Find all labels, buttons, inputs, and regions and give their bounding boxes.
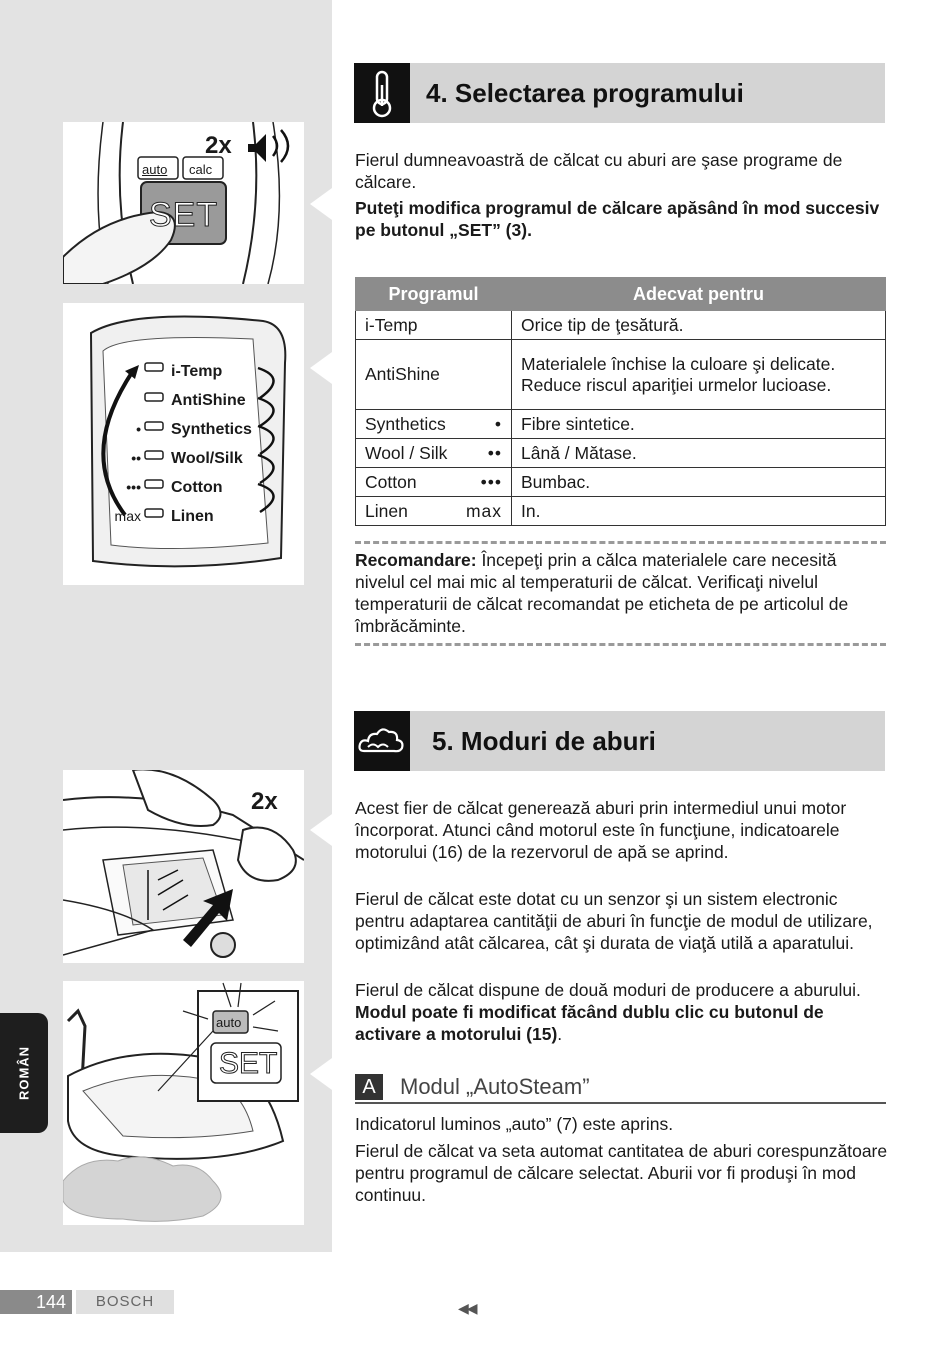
set-key-label: SET <box>149 196 219 234</box>
table-row <box>356 468 886 497</box>
program-name: Linen <box>365 500 408 521</box>
brand-label: BOSCH <box>76 1290 174 1314</box>
paragraph-end: . <box>557 1024 563 1044</box>
calc-key-label: calc <box>189 162 213 177</box>
program-cell <box>356 410 512 439</box>
description-cell: In. <box>512 497 886 526</box>
program-cell <box>356 468 512 497</box>
table-header: Adecvat pentru <box>512 278 886 311</box>
program-cell <box>356 439 512 468</box>
divider <box>355 643 886 646</box>
paragraph-text: Fierul de călcat dispune de două moduri de producere a aburului. <box>355 980 861 1000</box>
illustration-pointer <box>310 814 332 846</box>
recommendation-text: Începeţi prin a călca materialele care necesită nivelul cel mai mic al temperaturii de călcat. Verificaţi nivelul temperaturii de călcat recomandat pe eticheta de pe articolul de îmbrăcăminte. <box>355 550 849 636</box>
subsection-letter: A <box>355 1074 383 1100</box>
subsection-header <box>355 1072 886 1104</box>
back-arrows-icon: ◀◀ <box>458 1300 476 1316</box>
section-4-header <box>354 63 885 123</box>
panel-level: •• <box>131 450 141 466</box>
panel-label: AntiShine <box>171 392 246 409</box>
program-name: Cotton <box>365 471 417 492</box>
program-name: Wool / Silk <box>365 442 448 463</box>
program-level: •• <box>487 442 502 463</box>
panel-level <box>99 357 141 386</box>
language-tab <box>0 1013 48 1133</box>
panel-label: Linen <box>171 508 214 525</box>
illustration-motor-button <box>63 770 304 963</box>
iron-steam-drawing <box>63 981 304 1225</box>
panel-level: • <box>136 421 141 437</box>
paragraph-bold: Modul poate fi modificat făcând dublu clic cu butonul de activare a motorului (15) <box>355 1002 824 1044</box>
panel-label: Synthetics <box>171 421 252 438</box>
table-header: Programul <box>356 278 512 311</box>
panel-levels <box>99 357 141 531</box>
table-row <box>356 439 886 468</box>
subsection-paragraph: Fierul de călcat va seta automat cantitatea de aburi corespunzătoare pentru programul de călcare selectat. Aburii vor fi produşi în mod continuu. <box>355 1141 888 1205</box>
program-level: ••• <box>480 471 502 492</box>
description-cell: Bumbac. <box>512 468 886 497</box>
illustration-pointer <box>310 188 332 220</box>
description-cell: Lână / Mătase. <box>512 439 886 468</box>
divider <box>355 541 886 544</box>
panel-level: max <box>114 508 141 524</box>
illustration-auto-steam <box>63 981 304 1225</box>
section-4-intro: Fierul dumneavoastră de călcat cu aburi are şase programe de călcare. <box>355 150 843 192</box>
section-4-title: 4. Selectarea programului <box>426 78 744 108</box>
table-header-row <box>356 278 886 311</box>
table-row <box>356 497 886 526</box>
section-5-header <box>354 711 885 771</box>
thermometer-icon <box>354 63 410 123</box>
illustration-set-button <box>63 122 304 284</box>
section-5-title: 5. Moduri de aburi <box>432 726 656 756</box>
panel-level <box>99 386 141 415</box>
section-4-intro-bold: Puteţi modifica programul de călcare apăsând în mod succesiv pe butonul „SET” (3). <box>355 198 880 240</box>
description-cell: Orice tip de ţesătură. <box>512 311 886 340</box>
program-table <box>355 277 886 526</box>
section-5-paragraph: Acest fier de călcat generează aburi prin intermediul unui motor încorporat. Atunci când motorul este în funcţiune, indicatoarele motorului (16) de la rezervorul de apă se aprind. <box>355 798 847 862</box>
table-row <box>356 410 886 439</box>
program-name: Synthetics <box>365 413 446 434</box>
count-label: 2x <box>205 132 232 159</box>
section-5-paragraph: Fierul de călcat este dotat cu un senzor şi un sistem electronic pentru adaptarea cantităţii de aburi în funcţie de modul de utilizare, optimizând atât călcarea, cât şi durata de viaţă utilă a aparatului. <box>355 889 873 953</box>
set-key-label: SET <box>219 1047 278 1080</box>
table-row <box>356 311 886 340</box>
program-cell <box>356 497 512 526</box>
panel-labels <box>171 357 252 531</box>
auto-key-label: auto <box>216 1015 242 1030</box>
language-tab-label: ROMÂN <box>16 1045 32 1101</box>
steam-cloud-icon <box>354 711 410 771</box>
program-name: AntiShine <box>365 364 440 384</box>
program-name: i-Temp <box>365 314 418 335</box>
subsection-title: Modul „AutoSteam” <box>400 1074 590 1099</box>
auto-key-label: auto <box>142 162 168 177</box>
subsection-paragraph: Indicatorul luminos „auto” (7) este aprins. <box>355 1114 674 1134</box>
illustration-program-panel <box>63 303 304 585</box>
program-cell <box>356 340 512 410</box>
panel-label: Cotton <box>171 479 223 496</box>
panel-level: ••• <box>126 479 141 495</box>
program-cell <box>356 311 512 340</box>
panel-label: i-Temp <box>171 363 223 380</box>
page-number: 144 <box>0 1290 72 1314</box>
recommendation <box>355 549 886 637</box>
illustration-pointer <box>310 1058 332 1090</box>
count-label: 2x <box>251 788 278 815</box>
description-cell: Materialele închise la culoare şi delicate. Reduce riscul apariţiei urmelor lucioase. <box>512 340 886 410</box>
program-level: max <box>465 500 502 521</box>
panel-label: Wool/Silk <box>171 450 243 467</box>
recommendation-label: Recomandare: <box>355 550 477 570</box>
section-5-paragraph <box>355 979 890 1045</box>
program-level: • <box>494 413 502 434</box>
description-cell: Fibre sintetice. <box>512 410 886 439</box>
table-row <box>356 340 886 410</box>
illustration-pointer <box>310 352 332 384</box>
